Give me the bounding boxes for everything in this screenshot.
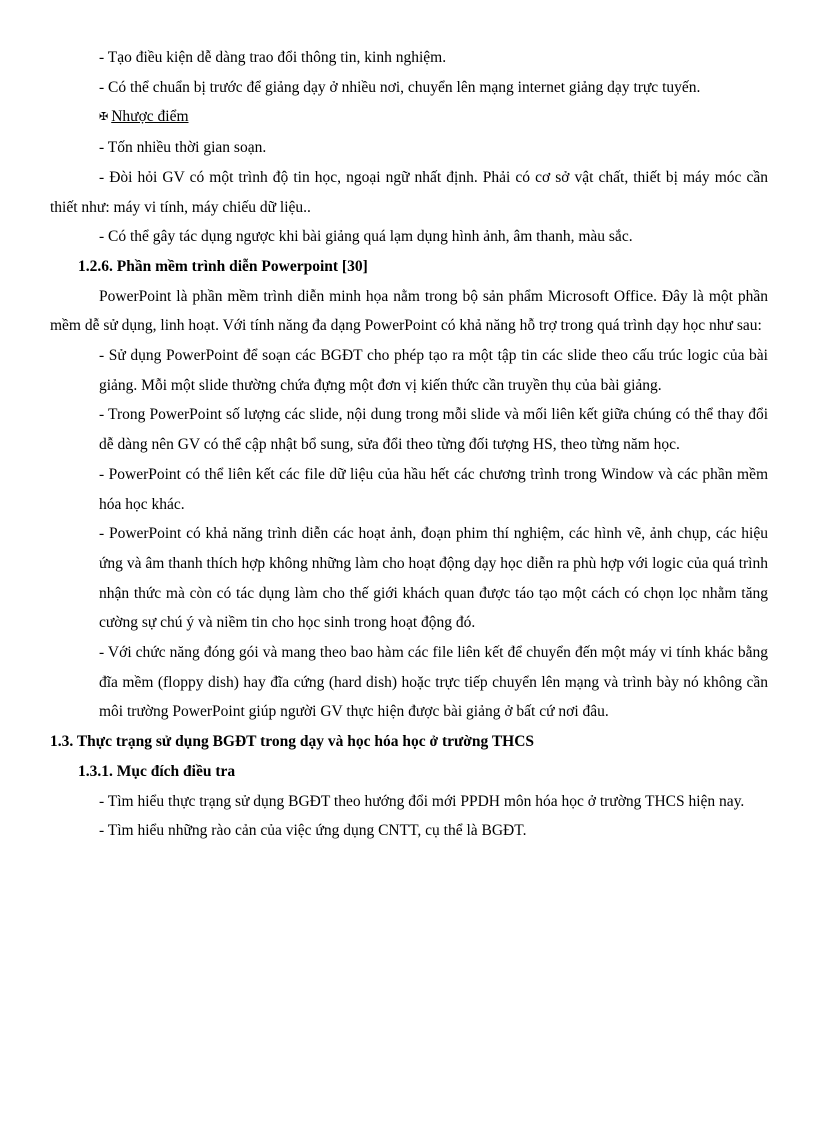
paragraph-time: - Tốn nhiều thời gian soạn.	[99, 139, 267, 157]
section-heading-1-2-6: 1.2.6. Phần mềm trình diễn Powerpoint [30]	[78, 257, 368, 275]
paragraph-powerpoint-intro: PowerPoint là phần mềm trình diễn minh họa nằm trong bộ sản phẩm Microsoft Office. Đây là một phần mềm dễ sử dụng, linh hoạt. Với tính năng đa dạng PowerPoint có khả năng hỗ trợ trong quá trình dạy học như sau:	[50, 287, 768, 335]
paragraph-barriers: - Tìm hiểu những rào cản của việc ứng dụng CNTT, cụ thể là BGĐT.	[99, 822, 527, 840]
paragraph-online-teaching: - Có thể chuẩn bị trước để giảng dạy ở nhiều nơi, chuyển lên mạng internet giảng dạy trực tuyến.	[99, 78, 701, 96]
paragraph-survey-goal: - Tìm hiểu thực trạng sử dụng BGĐT theo hướng đổi mới PPDH môn hóa học ở trường THCS hiện nay.	[99, 792, 745, 810]
disadvantages-label: Nhược điểm	[111, 108, 189, 126]
paragraph-overuse: - Có thể gây tác dụng ngược khi bài giảng quá lạm dụng hình ảnh, âm thanh, màu sắc.	[99, 228, 633, 246]
section-heading-1-3: 1.3. Thực trạng sử dụng BGĐT trong dạy và học hóa học ở trường THCS	[50, 733, 535, 751]
bullet-packaging: - Với chức năng đóng gói và mang theo bao hàm các file liên kết để chuyển đến một máy vi tính khác bằng đĩa mềm (floppy dish) hay đĩa cứng (hard dish) hoặc trực tiếp chuyển lên mạng và trình bày nó không cần môi trường PowerPoint giúp người GV thực hiện được bài giảng ở bất cứ nơi đâu.	[99, 644, 768, 721]
bullet-slides: - Sử dụng PowerPoint để soạn các BGĐT cho phép tạo ra một tập tin các slide theo cấu trúc logic của bài giảng. Mỗi một slide thường chứa đựng một đơn vị kiến thức cần truyền thụ của bài giảng.	[99, 347, 768, 394]
bullet-update: - Trong PowerPoint số lượng các slide, nội dung trong mỗi slide và mối liên kết giữa chúng có thể thay đổi dễ dàng nên GV có thể cập nhật bổ sung, sửa đổi theo từng đối tượng HS, theo từng năm học.	[99, 406, 768, 454]
disadvantages-heading	[50, 102, 768, 133]
bullet-link-files: - PowerPoint có thể liên kết các file dữ liệu của hầu hết các chương trình trong Window và các phần mềm hóa học khác.	[99, 465, 768, 513]
bullet-animations: - PowerPoint có khả năng trình diễn các hoạt ảnh, đoạn phim thí nghiệm, các hình vẽ, ảnh chụp, các hiệu ứng và âm thanh thích hợp không những làm cho hoạt động dạy học diễn ra phù hợp với logic của quá trình nhận thức mà còn có tác dụng làm cho thế giới khách quan được táo tạo một cách có chọn lọc nhằm tăng cường sự chú ý và niềm tin cho học sinh trong hoạt động đó.	[99, 525, 768, 632]
paragraph-exchange: - Tạo điều kiện dễ dàng trao đổi thông tin, kinh nghiệm.	[99, 49, 447, 66]
paragraph-requirements: - Đòi hỏi GV có một trình độ tin học, ngoại ngữ nhất định. Phải có cơ sở vật chất, thiết bị máy móc cần thiết như: máy vi tính, máy chiếu dữ liệu..	[50, 168, 768, 216]
document-page	[50, 0, 768, 846]
cross-symbol-icon: ✠	[99, 111, 109, 124]
section-heading-1-3-1: 1.3.1. Mục đích điều tra	[78, 762, 236, 780]
